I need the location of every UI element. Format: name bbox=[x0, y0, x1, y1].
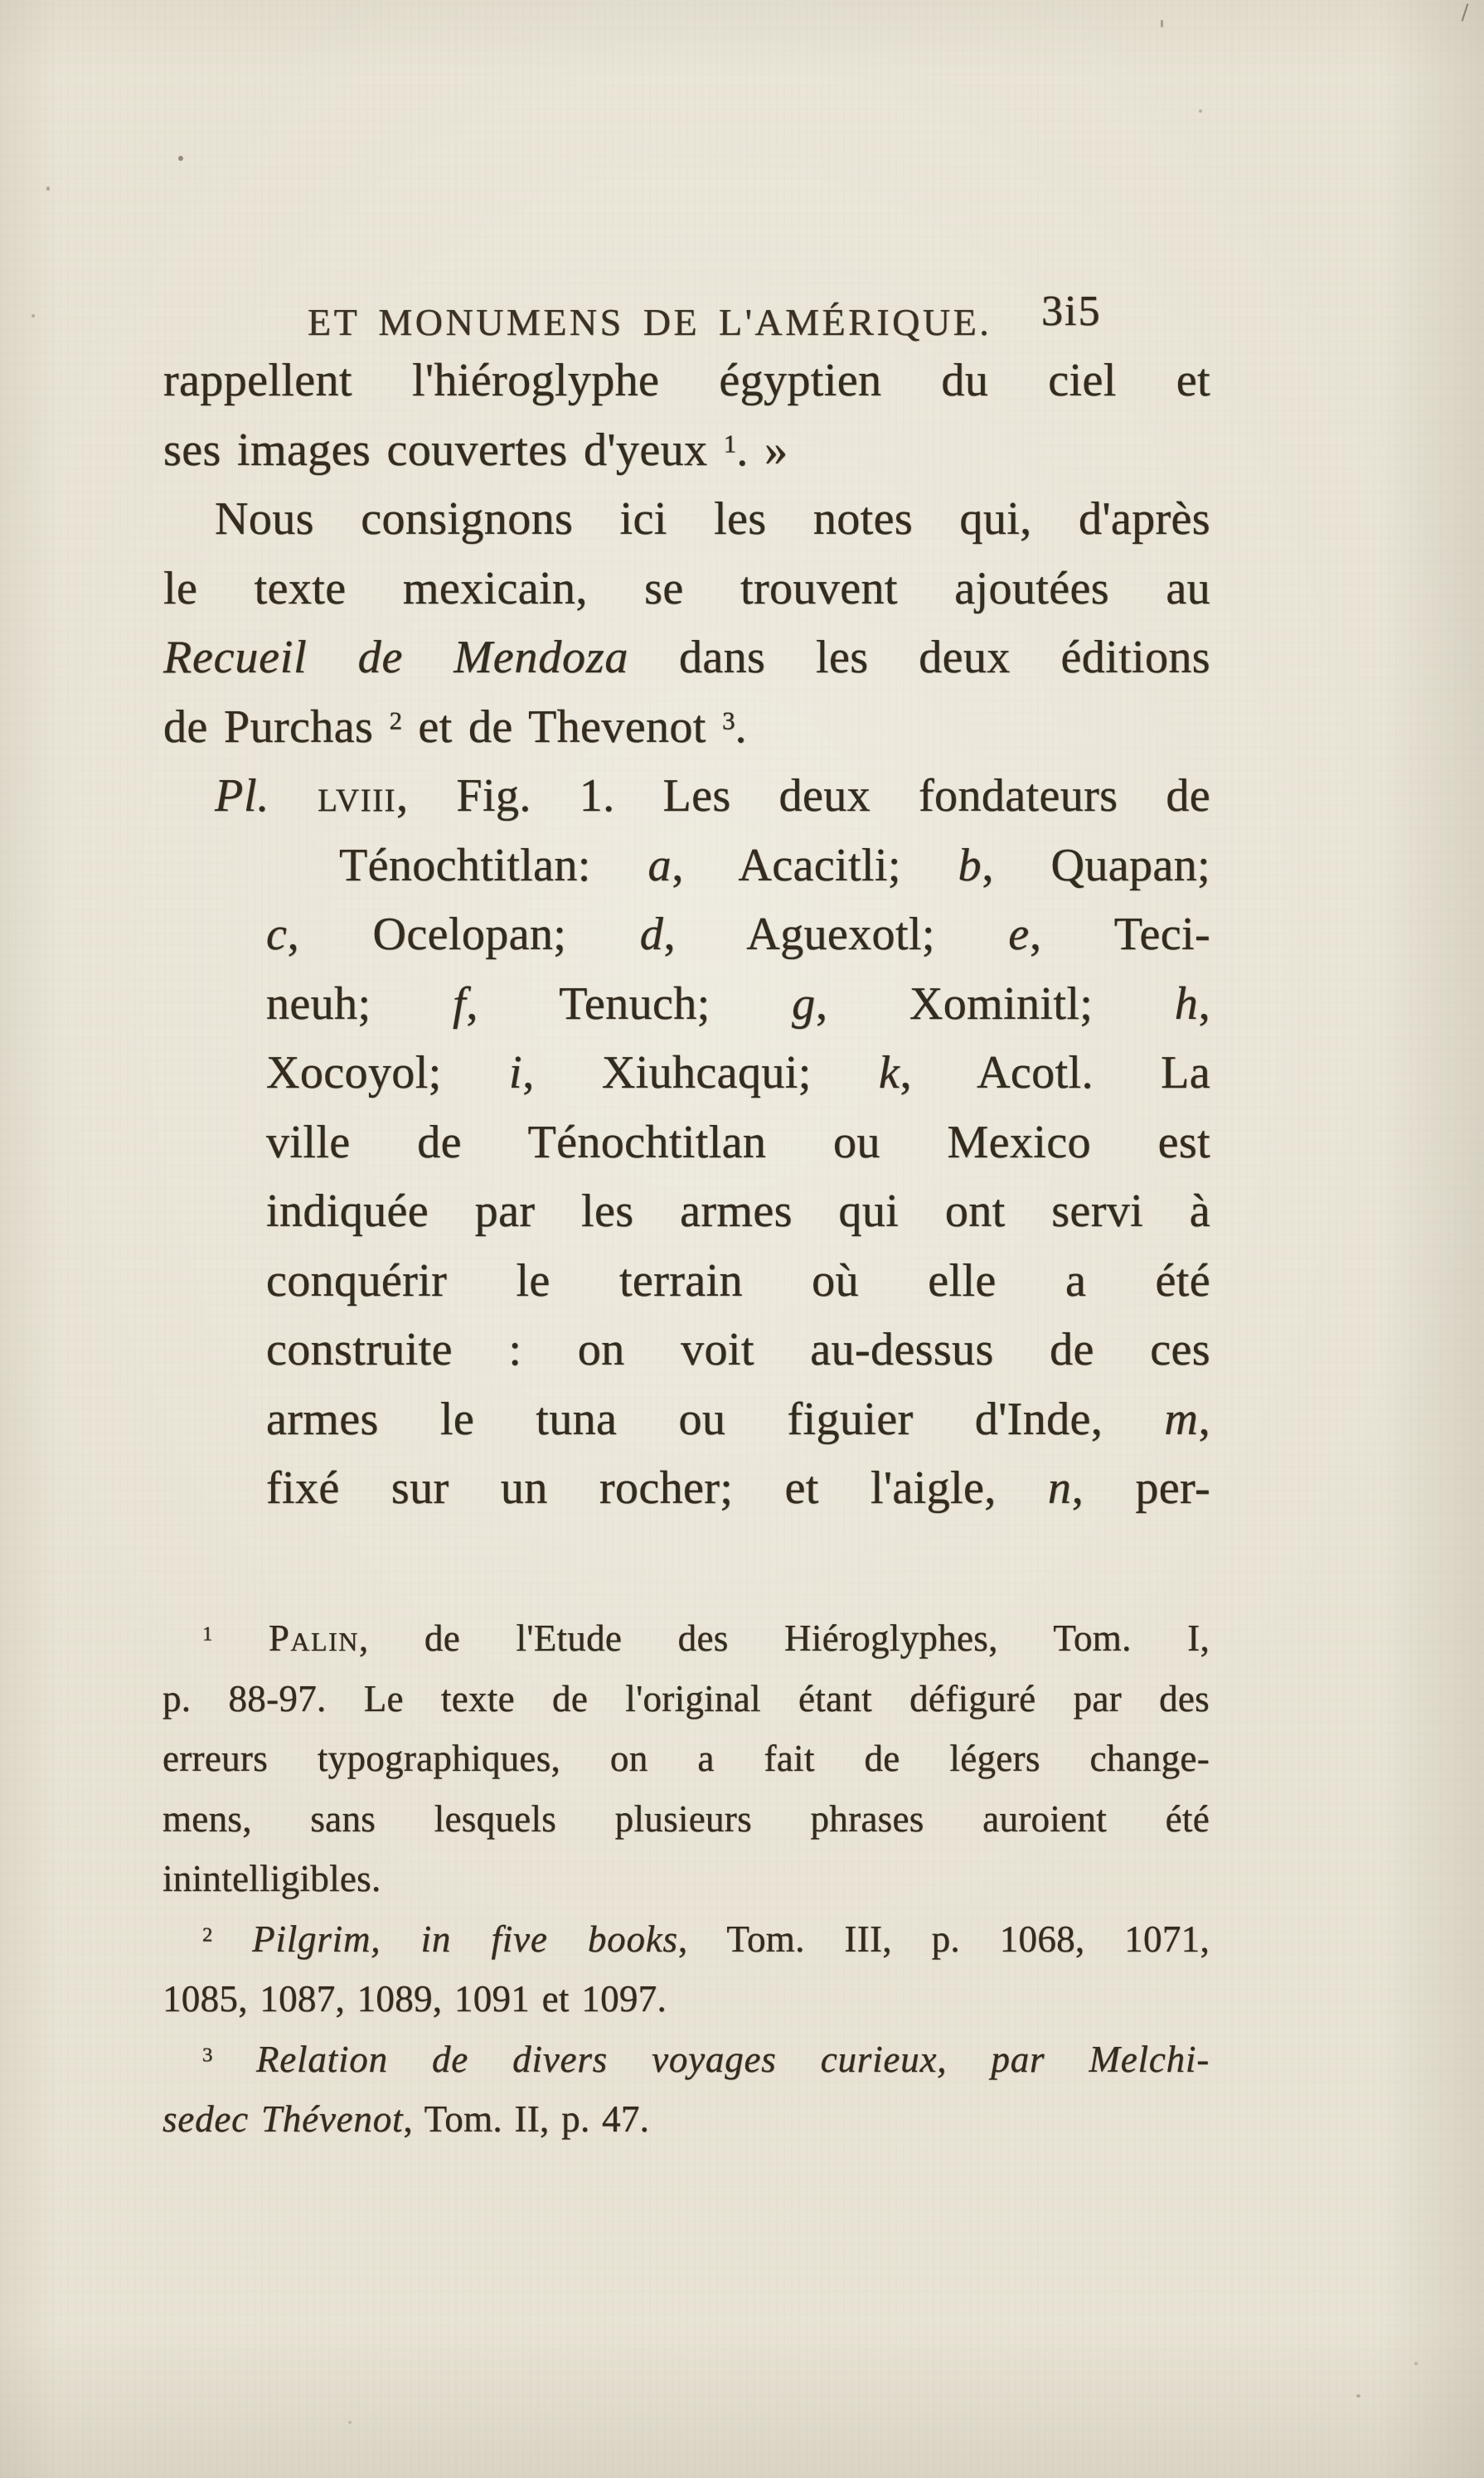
text-line bbox=[163, 970, 1210, 1040]
italic-text: c bbox=[266, 909, 288, 960]
text-segment: armes le tuna ou figuier d'Inde, bbox=[266, 1393, 1165, 1445]
text-segment: et de Thevenot bbox=[401, 701, 723, 753]
footnote-marker: 3 bbox=[722, 706, 735, 735]
text-line bbox=[163, 416, 1210, 486]
italic-text: Pl. bbox=[215, 770, 270, 822]
paper-speck bbox=[32, 314, 35, 318]
text-segment: , Teci- bbox=[1029, 909, 1210, 960]
text-line bbox=[163, 900, 1210, 970]
text-segment: , Acotl. La bbox=[900, 1047, 1210, 1098]
text-line bbox=[163, 623, 1210, 693]
text-segment: , bbox=[1198, 1393, 1210, 1445]
paper-speck bbox=[1161, 20, 1163, 27]
text-line bbox=[163, 832, 1210, 901]
text-segment: p. 88-97. Le texte de l'original étant défiguré par des bbox=[162, 1677, 1210, 1719]
smallcaps-text: lviii bbox=[318, 770, 397, 822]
text-line bbox=[163, 762, 1210, 832]
text-line bbox=[163, 1385, 1210, 1455]
text-segment: , bbox=[1198, 977, 1210, 1030]
text-segment: , per- bbox=[1071, 1462, 1210, 1514]
paper-speck bbox=[1199, 109, 1202, 113]
text-segment: , Aguexotl; bbox=[663, 909, 1009, 960]
italic-text: n bbox=[1047, 1462, 1072, 1514]
text-segment: Nous consignons ici les notes qui, d'après bbox=[215, 493, 1210, 545]
text-segment bbox=[212, 2039, 256, 2080]
text-line bbox=[163, 1316, 1210, 1385]
footnote-marker: 1 bbox=[202, 1622, 213, 1646]
text-segment: ses images couvertes d'yeux bbox=[163, 424, 724, 476]
paper-speck bbox=[1414, 2362, 1418, 2365]
text-line bbox=[163, 347, 1210, 416]
italic-text: sedec Thévenot bbox=[162, 2098, 404, 2140]
italic-text: g bbox=[792, 977, 816, 1030]
text-segment: . bbox=[735, 701, 747, 753]
text-segment: mens, sans lesquels plusieurs phrases auroient été bbox=[162, 1797, 1210, 1840]
text-segment: construite : on voit au-dessus de ces bbox=[266, 1324, 1210, 1375]
text-segment: , Tom. III, p. 1068, 1071, bbox=[677, 1918, 1210, 1960]
text-segment: le texte mexicain, se trouvent ajoutées au bbox=[163, 562, 1210, 614]
text-segment: Ténochtitlan: bbox=[339, 839, 648, 891]
text-line bbox=[163, 1454, 1210, 1524]
paper-speck bbox=[348, 2421, 352, 2424]
text-segment bbox=[212, 1918, 252, 1960]
text-segment: , Acacitli; bbox=[672, 839, 958, 891]
text-line bbox=[163, 1177, 1210, 1247]
italic-text: d bbox=[639, 909, 664, 960]
text-line bbox=[162, 1669, 1210, 1729]
text-segment: indiquée par les armes qui ont servi à bbox=[266, 1186, 1210, 1237]
text-segment: de Purchas bbox=[163, 701, 390, 753]
text-line bbox=[163, 693, 1210, 763]
text-line bbox=[162, 2089, 1210, 2150]
footnotes bbox=[162, 1608, 1210, 2150]
italic-text: f bbox=[452, 977, 467, 1030]
footnote-marker: 2 bbox=[202, 1923, 213, 1947]
text-segment: , Ocelopan; bbox=[287, 909, 640, 960]
text-line bbox=[162, 1969, 1210, 2029]
text-line bbox=[163, 1247, 1210, 1317]
text-segment: , Fig. 1. Les deux fondateurs de bbox=[396, 770, 1210, 822]
body-text bbox=[163, 347, 1210, 1524]
text-line bbox=[163, 1108, 1210, 1178]
italic-text: m bbox=[1164, 1393, 1199, 1445]
text-segment: ville de Ténochtitlan ou Mexico est bbox=[266, 1116, 1210, 1168]
italic-text: h bbox=[1174, 977, 1199, 1030]
text-segment: conquérir le terrain où elle a été bbox=[266, 1254, 1210, 1307]
footnote-marker: 3 bbox=[202, 2044, 213, 2067]
footnote-marker: 2 bbox=[389, 706, 402, 735]
paper-speck bbox=[46, 187, 50, 191]
italic-text: Recueil de Mendoza bbox=[163, 632, 629, 683]
scan-scratch bbox=[1462, 3, 1469, 22]
text-segment: , de l'Etude des Hiéroglyphes, Tom. I, bbox=[358, 1617, 1210, 1659]
italic-text: Pilgrim, in five books bbox=[252, 1918, 678, 1960]
italic-text: Relation de divers voyages curieux, par Melchi- bbox=[256, 2038, 1210, 2080]
page-number: 3i5 bbox=[1041, 288, 1102, 335]
italic-text: k bbox=[878, 1047, 900, 1098]
text-segment bbox=[269, 770, 318, 822]
text-segment: 1085, 1087, 1089, 1091 et 1097. bbox=[162, 1978, 667, 2020]
text-segment: Xocoyol; bbox=[266, 1047, 509, 1098]
text-segment: , Tenuch; bbox=[466, 977, 793, 1030]
text-line bbox=[163, 1039, 1210, 1108]
text-line bbox=[163, 555, 1210, 624]
text-segment: fixé sur un rocher; et l'aigle, bbox=[266, 1462, 1048, 1514]
text-segment: rappellent l'hiéroglyphe égyptien du ciel et bbox=[163, 355, 1210, 406]
paper-speck bbox=[178, 156, 183, 161]
italic-text: e bbox=[1008, 909, 1030, 960]
text-line bbox=[162, 1849, 1210, 1909]
text-segment: erreurs typographiques, on a fait de légers change- bbox=[162, 1738, 1210, 1779]
text-segment bbox=[212, 1617, 269, 1659]
text-line bbox=[162, 1789, 1210, 1850]
text-line bbox=[162, 1909, 1210, 1970]
italic-text: i bbox=[508, 1047, 523, 1098]
paper-speck bbox=[1356, 2394, 1360, 2398]
text-segment: inintelligibles. bbox=[162, 1858, 381, 1899]
text-segment: , Quapan; bbox=[982, 839, 1210, 891]
footnote-marker: 1 bbox=[723, 429, 737, 458]
smallcaps-text: Palin bbox=[268, 1617, 359, 1659]
text-segment: dans les deux éditions bbox=[628, 632, 1210, 683]
text-segment: . » bbox=[736, 424, 788, 476]
text-line bbox=[162, 1729, 1210, 1789]
italic-text: b bbox=[958, 839, 982, 891]
text-segment: , Xominitl; bbox=[815, 977, 1175, 1030]
italic-text: a bbox=[647, 839, 672, 891]
text-segment: , Xiuhcaqui; bbox=[522, 1047, 879, 1098]
text-line bbox=[162, 2029, 1210, 2090]
text-line bbox=[163, 485, 1210, 555]
text-segment: , Tom. II, p. 47. bbox=[403, 2098, 650, 2140]
text-segment: neuh; bbox=[266, 977, 453, 1030]
running-title: ET MONUMENS DE L'AMÉRIQUE. bbox=[308, 301, 992, 343]
text-line bbox=[162, 1608, 1210, 1669]
